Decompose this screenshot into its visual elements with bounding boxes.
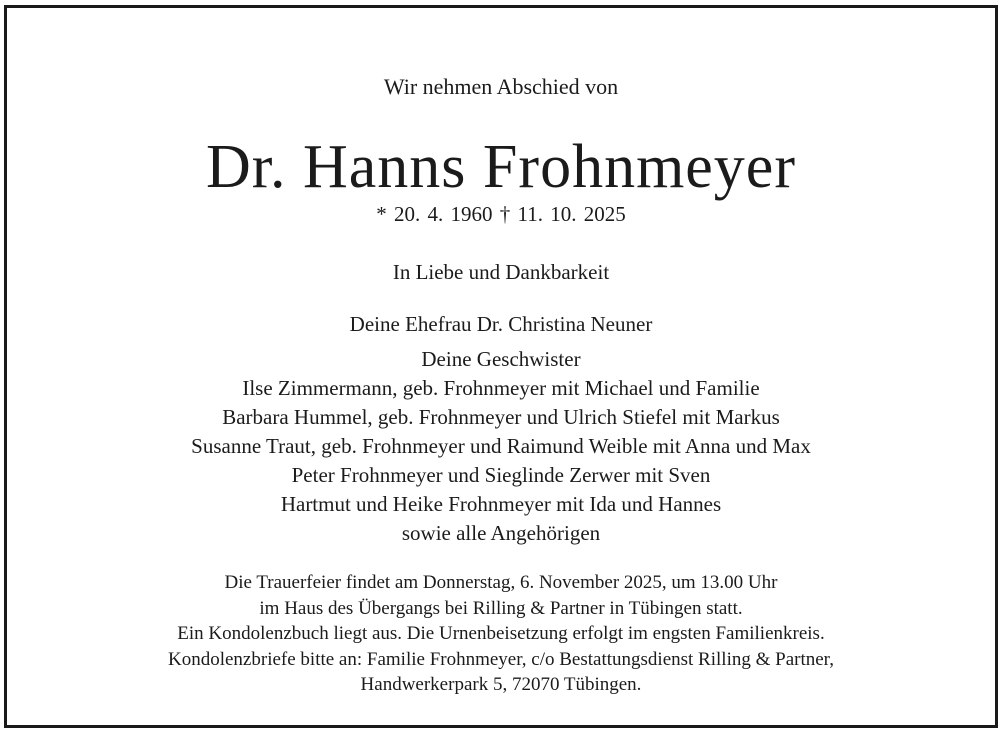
deceased-name: Dr. Hanns Frohnmeyer [206,133,796,201]
family-member-line: Ilse Zimmermann, geb. Frohnmeyer mit Michael und Familie [242,376,760,400]
service-line: im Haus des Übergangs bei Rilling & Partner in Tübingen statt. [259,597,743,619]
family-member-line: Barbara Hummel, geb. Frohnmeyer und Ulrich Stiefel mit Markus [222,405,780,429]
relatives-line: sowie alle Angehörigen [401,521,601,545]
service-line: Die Trauerfeier findet am Donnerstag, 6. November 2025, um 13.00 Uhr [224,572,778,593]
intro-text: Wir nehmen Abschied von [383,74,619,99]
spouse-line: Deine Ehefrau Dr. Christina Neuner [349,312,653,336]
life-dates: * 20. 4. 1960 † 11. 10. 2025 [376,202,626,226]
service-line: Kondolenzbriefe bitte an: Familie Frohnmeyer, c/o Bestattungsdienst Rilling & Partner, [168,648,834,670]
family-member-line: Peter Frohnmeyer und Sieglinde Zerwer mit Sven [291,463,711,487]
family-list [7,345,995,548]
dedication-text: In Liebe und Dankbarkeit [392,260,610,284]
obituary-notice [4,5,998,728]
service-details [7,570,995,698]
family-member-line: Hartmut und Heike Frohnmeyer mit Ida und Hannes [280,492,722,516]
family-heading: Deine Geschwister [421,347,581,371]
service-line: Ein Kondolenzbuch liegt aus. Die Urnenbeisetzung erfolgt im engsten Familienkreis. [177,623,825,644]
service-address: Handwerkerpark 5, 72070 Tübingen. [360,674,642,695]
family-member-line: Susanne Traut, geb. Frohnmeyer und Raimund Weible mit Anna und Max [191,434,811,458]
